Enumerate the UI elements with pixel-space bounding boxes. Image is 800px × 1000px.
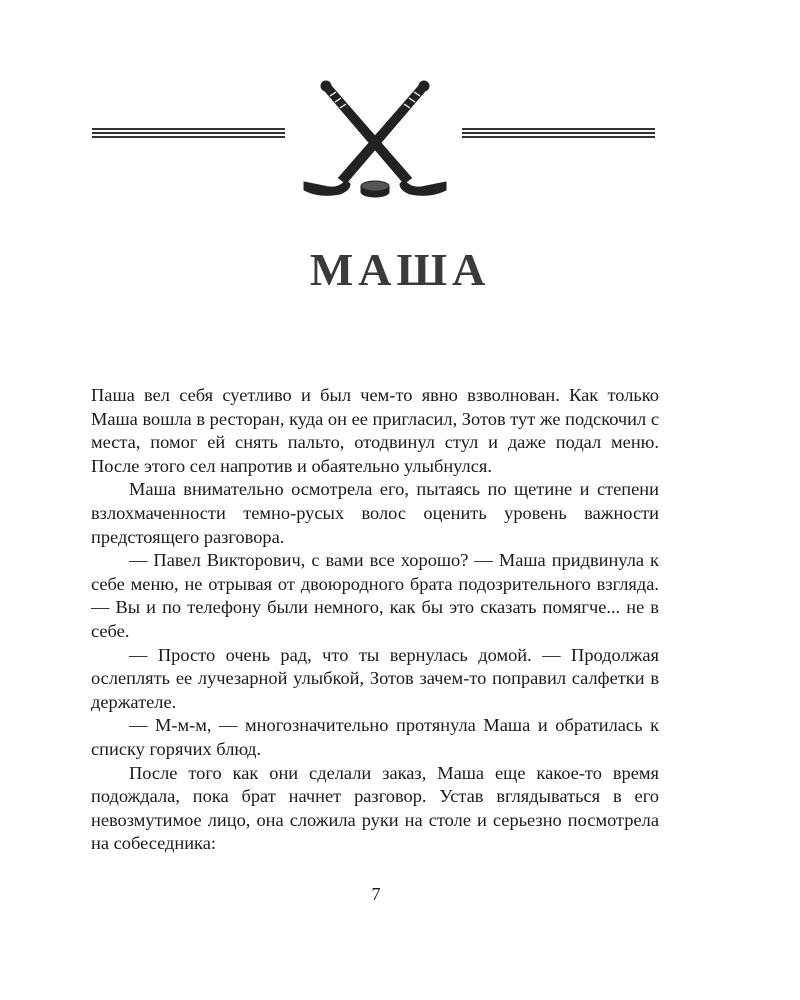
paragraph: — Павел Викторович, с вами все хорошо? — Маша придвинула к себе меню, не отрывая от двоюродного брата подозрительного взгляда. — Вы и по телефону были немного, как бы это сказать помягче... не в себе.: [91, 550, 659, 641]
rule-line: [92, 132, 285, 134]
paragraph: — Просто очень рад, что ты вернулась домой. — Продолжая ослеплять ее лучезарной улыбкой, Зотов зачем-то поправил салфетки в держателе.: [91, 644, 659, 712]
chapter-body: [91, 384, 659, 856]
paragraph: Маша внимательно осмотрела его, пытаясь по щетине и степени взлохмаченности темно-русых волос оценить уровень важности предстоящего разговора.: [91, 479, 659, 547]
right-decorative-rules: [462, 128, 655, 142]
rule-line: [462, 128, 655, 130]
paragraph: После того как они сделали заказ, Маша еще какое-то время подождала, пока брат начнет разговор. Устав вглядываться в его невозмутимое лицо, она сложила руки на столе и серьезно посмотрела на собеседника:: [91, 762, 659, 854]
chapter-title: МАША: [309, 244, 491, 295]
paragraph: — М-м-м, — многозначительно протянула Маша и обратилась к списку горячих блюд.: [91, 715, 659, 759]
rule-line: [462, 136, 655, 138]
left-decorative-rules: [92, 128, 285, 142]
paragraph: Паша вел себя суетливо и был чем-то явно взволнован. Как только Маша вошла в ресторан, куда он ее пригласил, Зотов тут же подскочил с места, помог ей снять пальто, отодвинул стул и даже подал меню. После этого сел напротив и обаятельно улыбнулся.: [91, 385, 659, 476]
rule-line: [92, 128, 285, 130]
page-number: 7: [371, 884, 381, 904]
rule-line: [462, 132, 655, 134]
crossed-hockey-sticks-icon: [300, 78, 450, 206]
rule-line: [92, 136, 285, 138]
